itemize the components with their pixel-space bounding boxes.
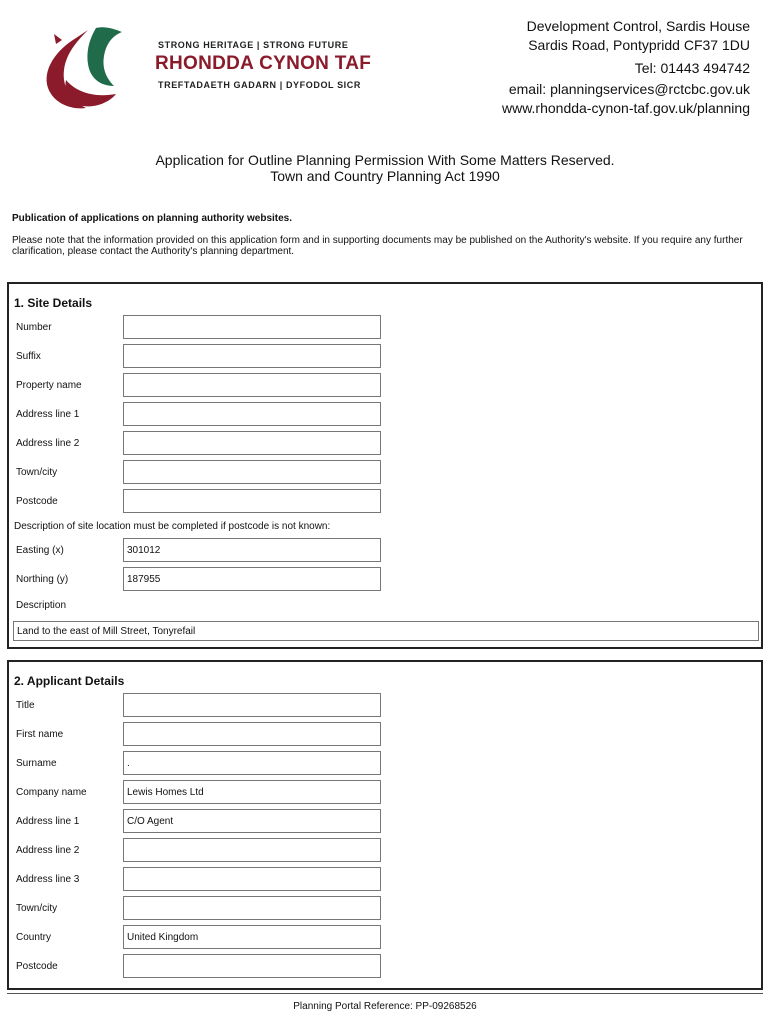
site-town-field[interactable] <box>123 460 381 484</box>
location-note: Description of site location must be completed if postcode is not known: <box>14 521 331 532</box>
field-label: Address line 1 <box>16 409 80 420</box>
field-label: Address line 1 <box>16 816 80 827</box>
field-label: Town/city <box>16 903 58 914</box>
contact-email[interactable]: email: planningservices@rctcbc.gov.uk <box>508 81 750 97</box>
site-address-line-1-field[interactable] <box>123 402 381 426</box>
description-label: Description <box>16 600 67 611</box>
form-title-line-1: Application for Outline Planning Permission With Some Matters Reserved. <box>155 152 615 168</box>
tagline-bottom: TREFTADAETH GADARN | DYFODOL SICR <box>158 80 361 90</box>
site-postcode-field[interactable] <box>123 489 381 513</box>
contact-website[interactable]: www.rhondda-cynon-taf.gov.uk/planning <box>501 100 750 116</box>
field-label: Address line 2 <box>16 438 80 449</box>
site-address-line-2-row <box>9 431 761 457</box>
site-address-line-1-row <box>9 402 761 428</box>
applicant-title-row <box>9 693 761 719</box>
council-logo-dragon <box>36 20 136 120</box>
contact-address-line-1: Development Control, Sardis House <box>526 18 750 34</box>
site-number-field[interactable] <box>123 315 381 339</box>
applicant-address-line-3-field[interactable] <box>123 867 381 891</box>
applicant-company-field[interactable]: Lewis Homes Ltd <box>123 780 381 804</box>
field-label: Address line 2 <box>16 845 80 856</box>
applicant-country-field[interactable]: United Kingdom <box>123 925 381 949</box>
publication-heading: Publication of applications on planning authority websites. <box>12 213 293 224</box>
field-label: Town/city <box>16 467 58 478</box>
applicant-address-line-2-field[interactable] <box>123 838 381 862</box>
applicant-first-name-row <box>9 722 761 748</box>
site-suffix-row <box>9 344 761 370</box>
tagline-top: STRONG HERITAGE | STRONG FUTURE <box>158 40 349 50</box>
contact-address-line-2: Sardis Road, Pontypridd CF37 1DU <box>528 37 750 53</box>
northing-field[interactable]: 187955 <box>123 567 381 591</box>
site-number-row <box>9 315 761 341</box>
field-label: Surname <box>16 758 57 769</box>
site-address-line-2-field[interactable] <box>123 431 381 455</box>
applicant-company-row <box>9 780 761 806</box>
field-label: Easting (x) <box>16 545 64 556</box>
field-label: Northing (y) <box>16 574 69 585</box>
field-label: Postcode <box>16 961 58 972</box>
applicant-address-line-3-row <box>9 867 761 893</box>
applicant-town-row <box>9 896 761 922</box>
applicant-postcode-field[interactable] <box>123 954 381 978</box>
applicant-address-line-1-row <box>9 809 761 835</box>
field-label: Suffix <box>16 351 41 362</box>
easting-field[interactable]: 301012 <box>123 538 381 562</box>
applicant-address-line-2-row <box>9 838 761 864</box>
form-title-line-2: Town and Country Planning Act 1990 <box>270 168 500 184</box>
site-property-name-row <box>9 373 761 399</box>
easting-row <box>9 538 761 564</box>
field-label: Postcode <box>16 496 58 507</box>
portal-reference: Planning Portal Reference: PP-09268526 <box>293 1001 477 1012</box>
site-property-name-field[interactable] <box>123 373 381 397</box>
field-label: Address line 3 <box>16 874 80 885</box>
footer-divider <box>7 993 763 994</box>
form-title <box>0 152 770 184</box>
applicant-country-row <box>9 925 761 951</box>
contact-phone: Tel: 01443 494742 <box>634 60 750 76</box>
site-postcode-row <box>9 489 761 515</box>
section-title: 1. Site Details <box>14 296 93 310</box>
field-label: Property name <box>16 380 82 391</box>
site-town-row <box>9 460 761 486</box>
applicant-surname-row <box>9 751 761 777</box>
applicant-details-section <box>7 660 763 990</box>
site-details-section <box>7 282 763 649</box>
field-label: Title <box>16 700 35 711</box>
northing-row <box>9 567 761 593</box>
field-label: Country <box>16 932 52 943</box>
field-label: Number <box>16 322 52 333</box>
description-field[interactable]: Land to the east of Mill Street, Tonyrefail <box>13 621 759 641</box>
section-title: 2. Applicant Details <box>14 674 125 688</box>
applicant-address-line-1-field[interactable]: C/O Agent <box>123 809 381 833</box>
applicant-first-name-field[interactable] <box>123 722 381 746</box>
field-label: First name <box>16 729 64 740</box>
publication-text: Please note that the information provided on this application form and in supporting documents may be published on the Authority's website. If you require any further clarification, please contact the Authority's planning department. <box>12 235 743 257</box>
site-suffix-field[interactable] <box>123 344 381 368</box>
council-name: RHONDDA CYNON TAF <box>155 53 372 74</box>
applicant-postcode-row <box>9 954 761 980</box>
applicant-town-field[interactable] <box>123 896 381 920</box>
applicant-title-field[interactable] <box>123 693 381 717</box>
field-label: Company name <box>16 787 87 798</box>
applicant-surname-field[interactable]: . <box>123 751 381 775</box>
